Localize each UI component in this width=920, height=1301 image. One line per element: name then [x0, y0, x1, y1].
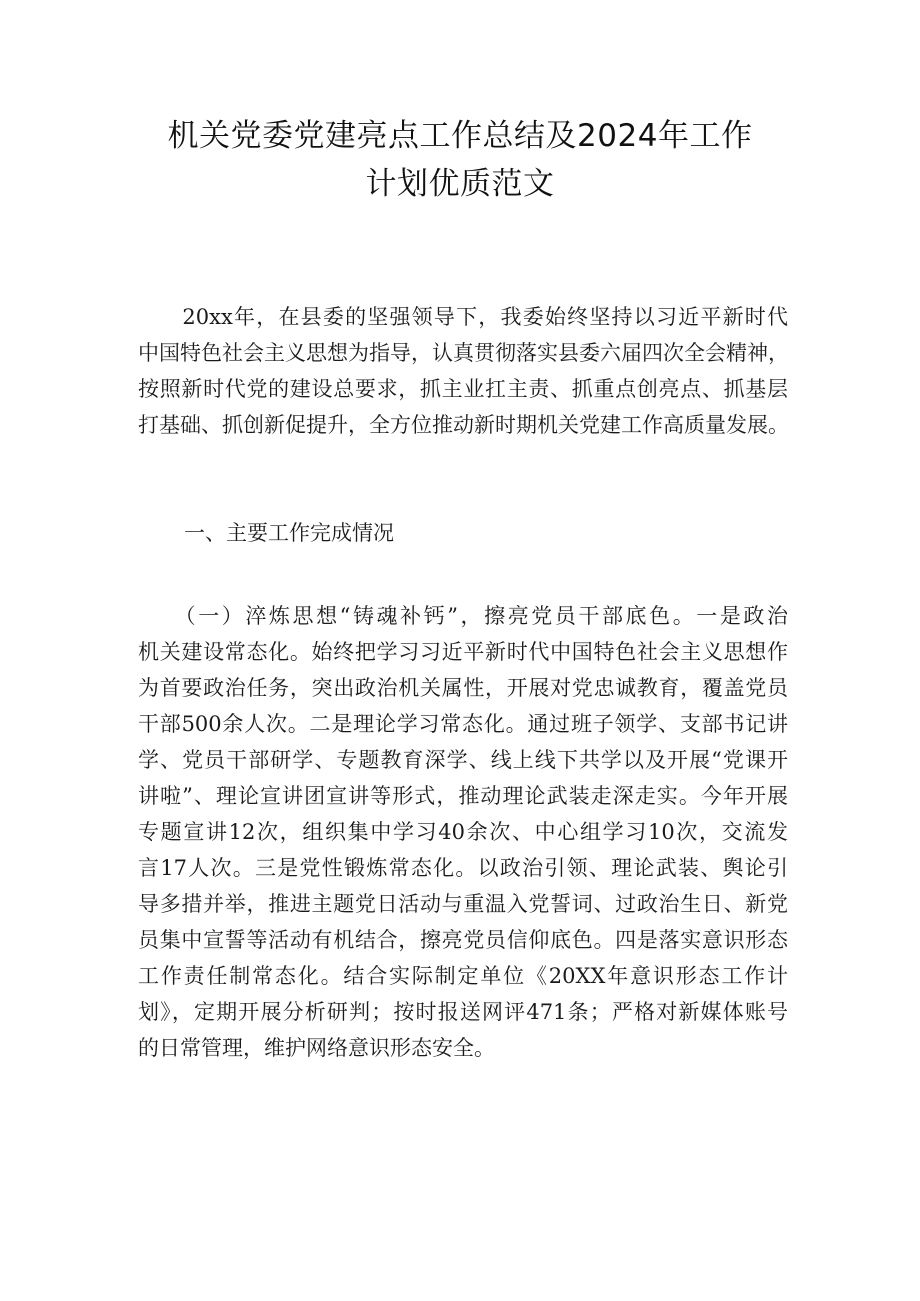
- intro-line: 打基础、抓创新促提升，全方位推动新时期机关党建工作高质量发展。: [138, 413, 789, 437]
- title-line-1: 机关党委党建亮点工作总结及2024年工作: [167, 118, 753, 154]
- section1-line: 为首要政治任务，突出政治机关属性，开展对党忠诚教育，覆盖党员: [138, 676, 788, 700]
- section1-line: （一）淬炼思想“铸魂补钙”，擦亮党员干部底色。一是政治: [138, 604, 788, 628]
- intro-line: 20xx年，在县委的坚强领导下，我委始终坚持以习近平新时代: [138, 305, 788, 329]
- section-heading: [184, 515, 394, 551]
- section1-line: 划》，定期开展分析研判；按时报送网评471条；严格对新媒体账号: [138, 1000, 788, 1024]
- section1-line: 工作责任制常态化。结合实际制定单位《20XX年意识形态工作计: [138, 964, 788, 988]
- section1-line: 专题宣讲12次，组织集中学习40余次、中心组学习10次，交流发: [138, 820, 788, 844]
- intro-line: 按照新时代党的建设总要求，抓主业扛主责、抓重点创亮点、抓基层: [138, 377, 788, 401]
- section1-line: 的日常管理，维护网络意识形态安全。: [138, 1036, 495, 1060]
- section1-line: 导多措并举，推进主题党日活动与重温入党誓词、过政治生日、新党: [138, 892, 788, 916]
- section-heading-text: 一、主要工作完成情况: [184, 521, 394, 545]
- document-title: [120, 112, 800, 208]
- section1-line: 机关建设常态化。始终把学习习近平新时代中国特色社会主义思想作: [138, 640, 788, 664]
- section1-line: 讲啦”、理论宣讲团宣讲等形式，推动理论武装走深走实。今年开展: [138, 784, 788, 808]
- section1-line: 员集中宣誓等活动有机结合，擦亮党员信仰底色。四是落实意识形态: [138, 928, 788, 952]
- section1-line: 干部500余人次。二是理论学习常态化。通过班子领学、支部书记讲: [138, 712, 788, 736]
- intro-line: 中国特色社会主义思想为指导，认真贯彻落实县委六届四次全会精神，: [138, 341, 789, 365]
- section1-line: 学、党员干部研学、专题教育深学、线上线下共学以及开展“党课开: [138, 748, 788, 772]
- intro-paragraph: [138, 299, 788, 443]
- title-line-2: 计划优质范文: [365, 166, 555, 202]
- section1-line: 言17人次。三是党性锻炼常态化。以政治引领、理论武装、舆论引: [138, 856, 788, 880]
- section1-paragraph: [138, 598, 788, 1066]
